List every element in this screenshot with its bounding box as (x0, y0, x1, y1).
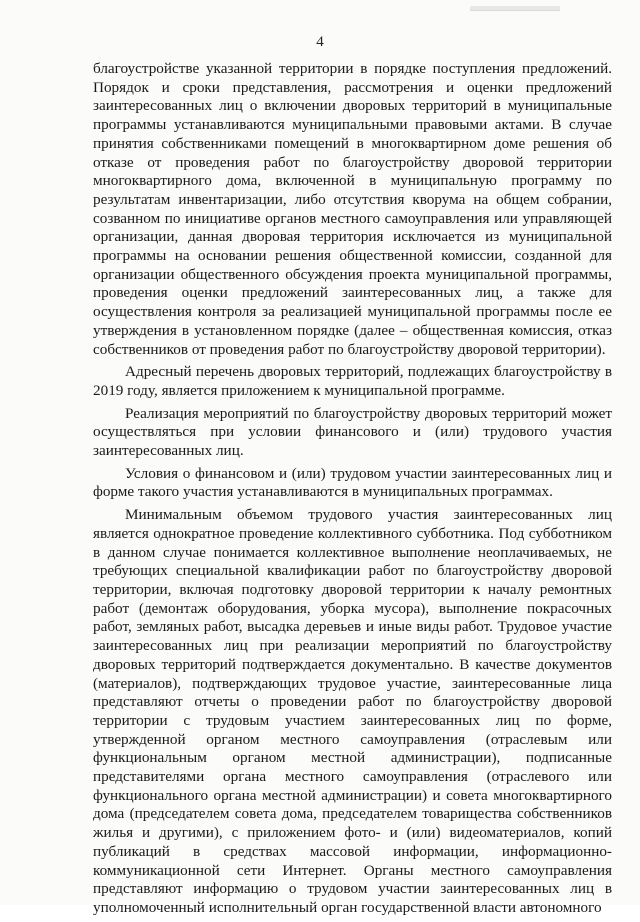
paragraph-4: Условия о финансовом и (или) трудовом участии заинтересованных лиц и форме такого участия устанавливаются в муниципальных программах. (93, 464, 612, 501)
scan-artifact (470, 6, 560, 11)
paragraph-3: Реализация мероприятий по благоустройству дворовых территорий может осуществляться при условии финансового и (или) трудового участия заинтересованных лиц. (93, 404, 612, 460)
paragraph-2: Адресный перечень дворовых территорий, подлежащих благоустройству в 2019 году, является приложением к муниципальной программе. (93, 363, 612, 399)
paragraph-1: благоустройстве указанной территории в порядке поступления предложений. Порядок и сроки представления, рассмотрения и оценки предложений заинтересованных лиц о включении дворовых территорий в муниципальные программы устанавливаются муниципальными правовыми актами. В случае принятия собственниками помещений в многоквартирном доме решения об отказе от проведения работ по благоустройству дворовой территории многоквартирного дома, включенной в муниципальную программу по результатам инвентаризации, либо отсутствия кворума на общем собрании, созванном по инициативе органов местного самоуправления или управляющей организации, данная дворовая территория исключается из муниципальной программы на основании решения общественной комиссии, созданной для организации общественного обсуждения проекта муниципальной программы, проведения оценки предложений заинтересованных лиц, а также для осуществления контроля за реализацией муниципальной программы после ее утверждения в установленном порядке (далее – общественная комиссия, отказ собственников от проведения работ по благоустройству дворовой территории). (93, 60, 612, 358)
paragraph-5: Минимальным объемом трудового участия заинтересованных лиц является однократное проведение коллективного субботника. Под субботником в данном случае понимается коллективное выполнение неоплачиваемых, не требующих специальной квалификации работ по благоустройству дворовой территории, включая подготовку дворовой территории к началу ремонтных работ (демонтаж оборудования, уборка мусора), выполнение покрасочных работ, земляных работ, высадка деревьев и иные виды работ. Трудовое участие заинтересованных лиц при реализации мероприятий по благоустройству дворовых территорий подтверждается документально. В качестве документов (материалов), подтверждающих трудовое участие, заинтересованные лица представляют отчеты о проведении работ по благоустройству дворовой территории с трудовым участием заинтересованных лиц по форме, утвержденной органом местного самоуправления (отраслевым или функциональным органом местной администрации), подписанные представителями органа местного самоуправления (отраслевого или функционального органа местной администрации) и совета многоквартирного дома (председателем совета дома, председателем товарищества собственников жилья и другими), с приложением фото- и (или) видеоматериалов, копий публикаций в средствах массовой информации, информационно-коммуникационной сети Интернет. Органы местного самоуправления представляют информацию о трудовом участии заинтересованных лиц в уполномоченный исполнительный орган государственной власти автономного (93, 506, 612, 916)
page-number: 4 (316, 34, 324, 50)
document-body (93, 60, 612, 922)
